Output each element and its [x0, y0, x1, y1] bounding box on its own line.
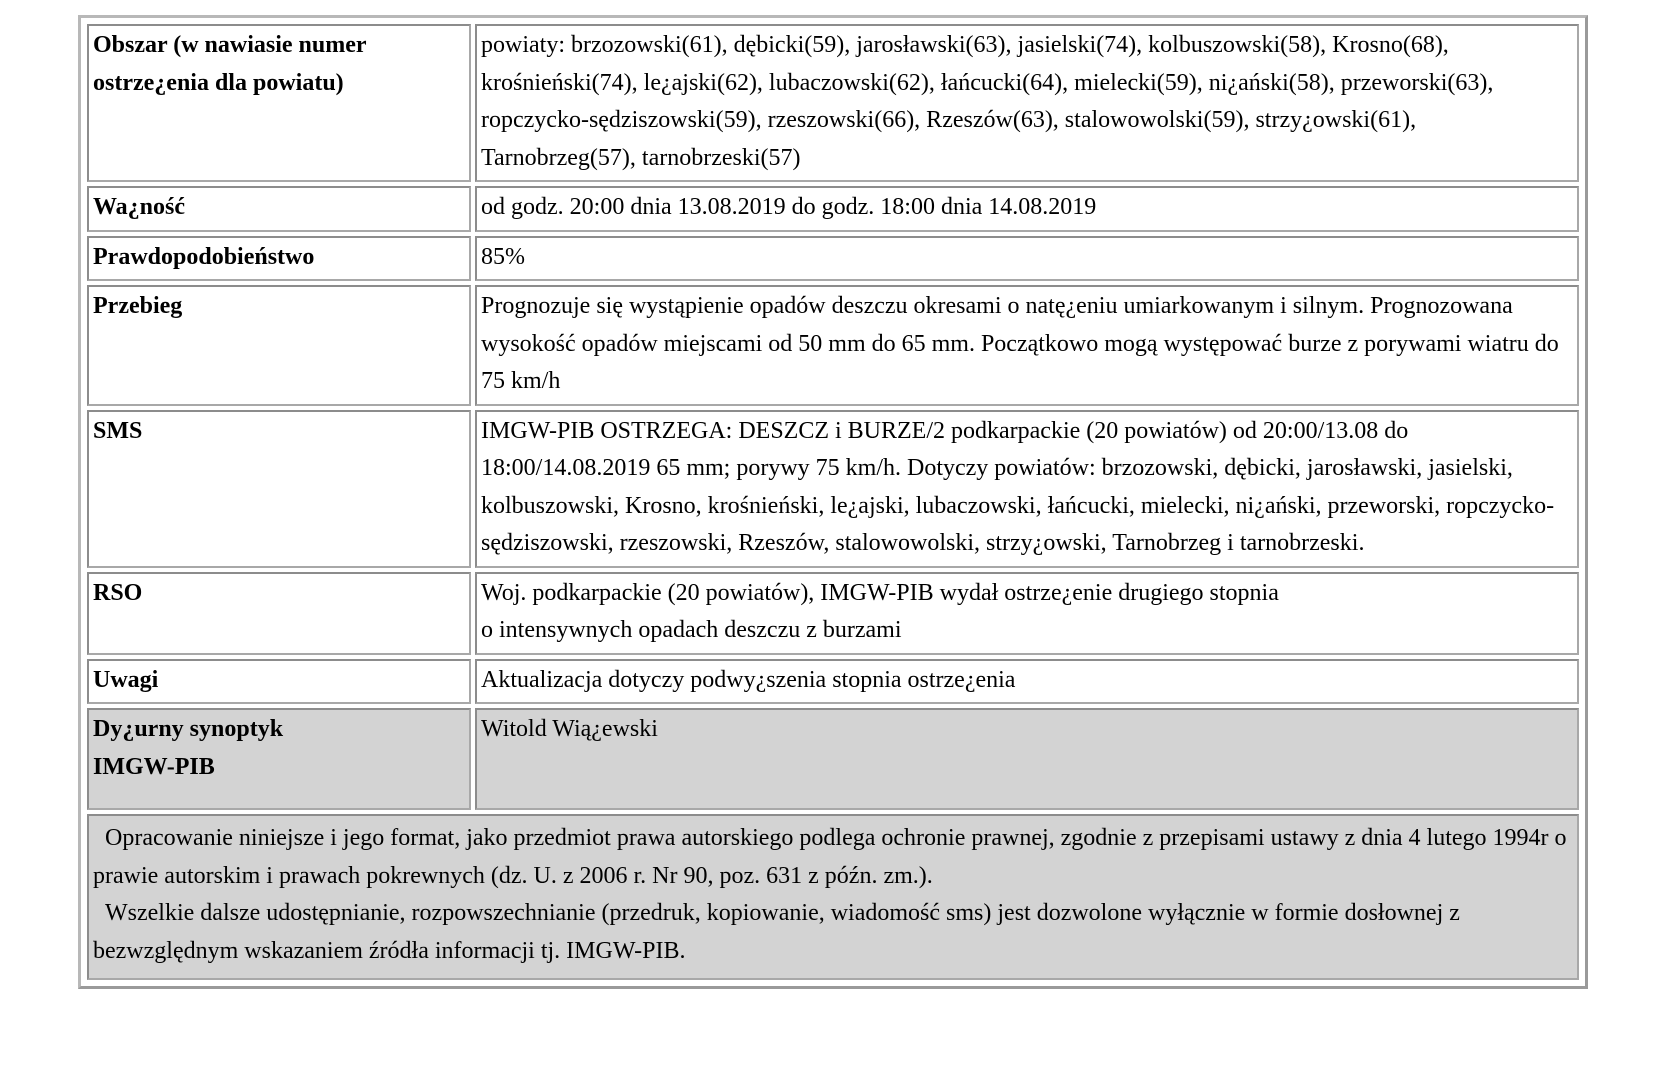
notes-label: Uwagi: [87, 659, 471, 705]
copyright-paragraph-1: Opracowanie niniejsze i jego format, jako przedmiot prawa autorskiego podlega ochronie prawnej, zgodnie z przepisami ustawy z dnia 4 lutego 1994r o prawie autorskim i prawach pokrewnych (dz. U. z 2006 r. Nr 90, poz. 631 z późn. zm.).: [93, 825, 1567, 889]
sms-value: IMGW-PIB OSTRZEGA: DESZCZ i BURZE/2 podkarpackie (20 powiatów) od 20:00/13.08 do 18:00/14.08.2019 65 mm; porywy 75 km/h. Dotyczy powiatów: brzozowski, dębicki, jarosławski, jasielski, kolbuszowski, Krosno, krośnieński, le¿ajski, lubaczowski, łańcucki, mielecki, ni¿ański, przeworski, ropczycko-sędziszowski, rzeszowski, Rzeszów, stalowowolski, strzy¿owski, Tarnobrzeg i tarnobrzeski.: [475, 410, 1579, 568]
forecaster-label-line2: IMGW-PIB: [93, 753, 215, 780]
area-label-line1: Obszar (w nawiasie numer: [93, 32, 367, 58]
row-validity: [87, 186, 1579, 232]
probability-label: Prawdopodobieństwo: [87, 236, 471, 282]
area-label: [87, 24, 471, 182]
row-course: [87, 285, 1579, 406]
warning-table: [83, 20, 1583, 984]
rso-value-line1: Woj. podkarpackie (20 powiatów), IMGW-PIB wydał ostrze¿enie drugiego stopnia: [481, 579, 1279, 606]
area-value: powiaty: brzozowski(61), dębicki(59), jarosławski(63), jasielski(74), kolbuszowski(58), Krosno(68), krośnieński(74), le¿ajski(62), lubaczowski(62), łańcucki(64), mielecki(59), ni¿ański(58), przeworski(63), ropczycko-sędziszowski(59), rzeszowski(66), Rzeszów(63), stalowowolski(59), strzy¿owski(61), Tarnobrzeg(57), tarnobrzeski(57): [475, 24, 1579, 182]
row-sms: [87, 410, 1579, 568]
forecaster-label: [87, 708, 471, 810]
rso-value: [475, 572, 1579, 655]
validity-label: Wa¿ność: [87, 186, 471, 232]
row-footer: [87, 814, 1579, 980]
forecaster-label-line1: Dy¿urny synoptyk: [93, 716, 284, 742]
row-area: [87, 24, 1579, 182]
probability-value: 85%: [475, 236, 1579, 282]
row-forecaster: [87, 708, 1579, 810]
row-notes: [87, 659, 1579, 705]
warning-table-frame: [78, 15, 1588, 989]
copyright-paragraph-2: Wszelkie dalsze udostępnianie, rozpowszechnianie (przedruk, kopiowanie, wiadomość sms) jest dozwolone wyłącznie w formie dosłownej z bezwzględnym wskazaniem źródła informacji tj. IMGW-PIB.: [93, 900, 1460, 964]
row-probability: [87, 236, 1579, 282]
row-rso: [87, 572, 1579, 655]
notes-value: Aktualizacja dotyczy podwy¿szenia stopnia ostrze¿enia: [475, 659, 1579, 705]
forecaster-value: Witold Wią¿ewski: [475, 708, 1579, 810]
validity-value: od godz. 20:00 dnia 13.08.2019 do godz. 18:00 dnia 14.08.2019: [475, 186, 1579, 232]
course-label: Przebieg: [87, 285, 471, 406]
rso-label: RSO: [87, 572, 471, 655]
area-label-line2: ostrze¿enia dla powiatu): [93, 69, 344, 96]
rso-value-line2: o intensywnych opadach deszczu z burzami: [481, 617, 902, 643]
sms-label: SMS: [87, 410, 471, 568]
course-value: Prognozuje się wystąpienie opadów deszczu okresami o natę¿eniu umiarkowanym i silnym. Prognozowana wysokość opadów miejscami od 50 mm do 65 mm. Początkowo mogą występować burze z porywami wiatru do 75 km/h: [475, 285, 1579, 406]
copyright-notice: [87, 814, 1579, 980]
